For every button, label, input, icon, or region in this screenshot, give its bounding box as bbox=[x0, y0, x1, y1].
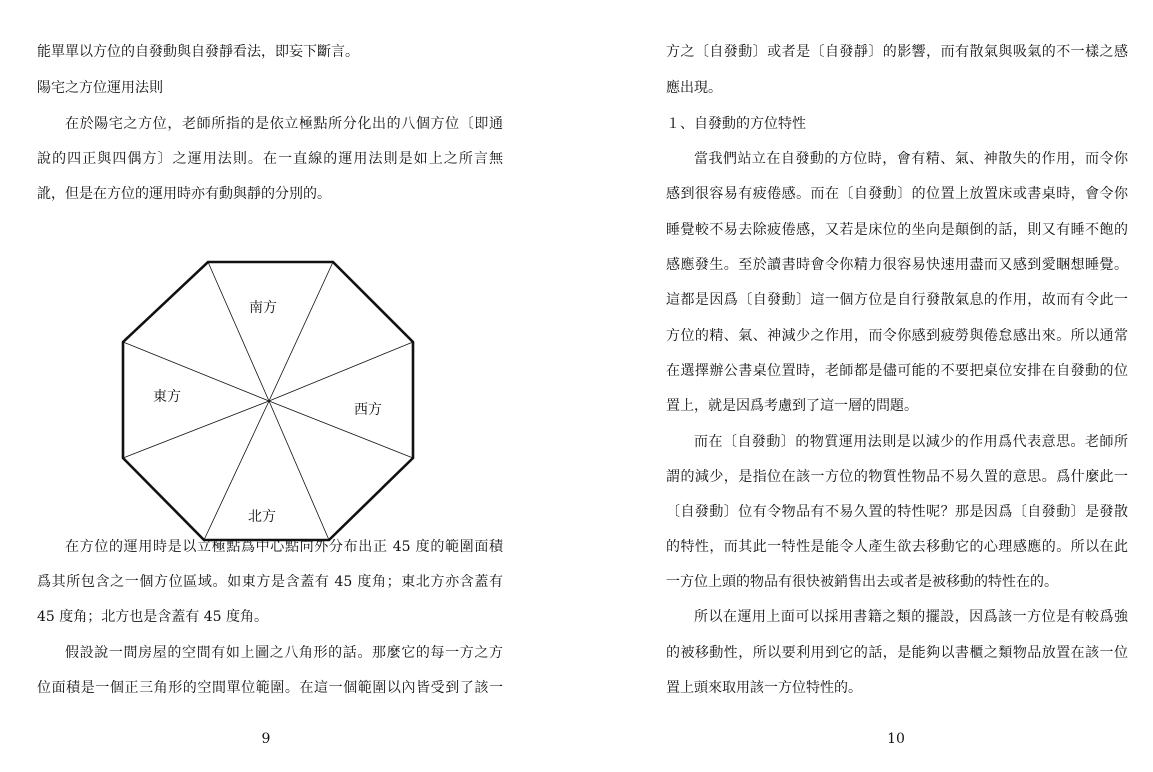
text-line: 方之〔自發動〕或者是〔自發靜〕的影響，而有散氣與吸氣的不一樣之感 bbox=[666, 44, 1128, 60]
text-line: 能單單以方位的自發動與自發靜看法，即妄下斷言。 bbox=[37, 44, 359, 60]
text-line: 感應發生。至於讀書時會令你精力很容易快速用盡而又感到愛睏想睡覺。 bbox=[666, 257, 1128, 273]
left-page bbox=[0, 0, 576, 772]
text-line: 位面積是一個正三角形的空間單位範圍。在這一個範圍以內皆受到了該一 bbox=[37, 680, 503, 696]
direction-label-west: 西方 bbox=[354, 402, 382, 418]
text-line: 睡覺較不易去除疲倦感，又若是床位的坐向是顛倒的話，則又有睡不飽的 bbox=[666, 222, 1128, 238]
right-page bbox=[577, 0, 1153, 772]
text-line: 爲其所包含之一個方位區域。如東方是含蓋有 45 度角；東北方亦含蓋有 bbox=[37, 574, 503, 590]
text-line: 置上頭來取用該一方位特性的。 bbox=[666, 680, 862, 696]
text-line: 方位的精、氣、神減少之作用，而令你感到疲勞與倦怠感出來。所以通常 bbox=[666, 328, 1128, 344]
text-line: 在方位的運用時是以立極點爲中心點向外分布出正 45 度的範圍面積 bbox=[65, 539, 503, 555]
direction-label-north: 北方 bbox=[248, 509, 276, 525]
text-line: 這都是因爲〔自發動〕這一個方位是自行發散氣息的作用，故而有令此一 bbox=[666, 292, 1128, 308]
text-line: 45 度角；北方也是含蓋有 45 度角。 bbox=[37, 609, 268, 625]
section-heading: 陽宅之方位運用法則 bbox=[37, 80, 163, 96]
text-line: 謂的減少，是指位在該一方位的物質性物品不易久置的意思。爲什麼此一 bbox=[666, 469, 1128, 485]
text-line: 置上，就是因爲考慮到了這一層的問題。 bbox=[666, 398, 918, 414]
text-line: 的被移動性，所以要利用到它的話，是能夠以書櫃之類物品放置在該一位 bbox=[666, 645, 1128, 661]
text-line: 所以在運用上面可以採用書籍之類的擺設，因爲該一方位是有較爲強 bbox=[694, 609, 1128, 625]
text-line: 說的四正與四偶方〕之運用法則。在一直線的運用法則是如上之所言無 bbox=[37, 151, 503, 167]
text-line: 訛，但是在方位的運用時亦有動與靜的分別的。 bbox=[37, 186, 331, 202]
text-line: 的特性，而其此一特性是能令人產生欲去移動它的心理感應的。所以在此 bbox=[666, 539, 1128, 555]
page-number: 9 bbox=[261, 731, 271, 747]
direction-label-south: 南方 bbox=[249, 300, 277, 316]
text-line: 感到很容易有疲倦感。而在〔自發動〕的位置上放置床或書桌時，會令你 bbox=[666, 186, 1128, 202]
octagon-direction-diagram bbox=[116, 255, 422, 547]
text-line: 假設說一間房屋的空間有如上圖之八角形的話。那麼它的每一方之方 bbox=[65, 645, 503, 661]
text-line: 〔自發動〕位有令物品有不易久置的特性呢？那是因爲〔自發動〕是發散 bbox=[666, 504, 1128, 520]
text-line: 一方位上頭的物品有很快被銷售出去或者是被移動的特性在的。 bbox=[666, 574, 1058, 590]
text-line: 而在〔自發動〕的物質運用法則是以減少的作用爲代表意思。老師所 bbox=[694, 434, 1128, 450]
page-number: 10 bbox=[887, 731, 905, 747]
text-line: 應出現。 bbox=[666, 80, 722, 96]
text-line: 當我們站立在自發動的方位時，會有精、氣、神散失的作用，而令你 bbox=[694, 151, 1128, 167]
section-heading: １、自發動的方位特性 bbox=[666, 116, 806, 132]
text-line: 在選擇辦公書桌位置時，老師都是儘可能的不要把桌位安排在自發動的位 bbox=[666, 363, 1128, 379]
text-line: 在於陽宅之方位，老師所指的是依立極點所分化出的八個方位〔即通 bbox=[65, 116, 503, 132]
direction-label-east: 東方 bbox=[153, 389, 181, 405]
